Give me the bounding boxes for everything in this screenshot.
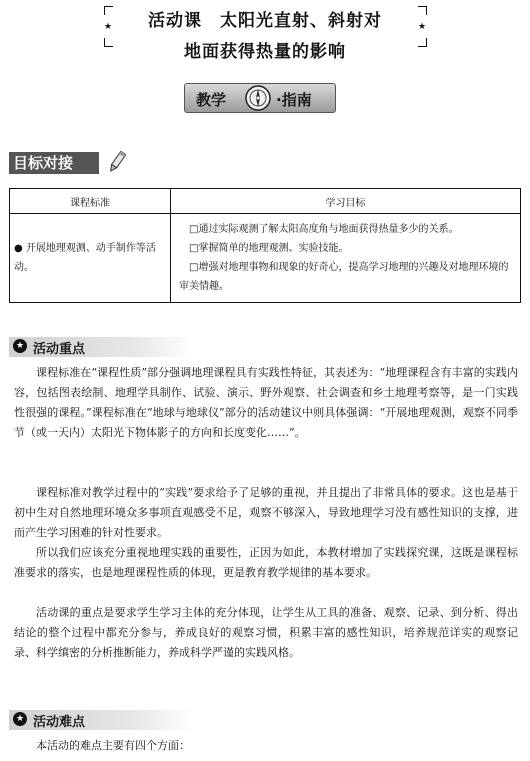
star-icon: ★ xyxy=(13,339,27,353)
section-bar-key-points xyxy=(9,337,194,357)
key-paragraph: 所以我们应该充分重视地理实践的重要性，正因为如此，本教材增加了实践探究课，这既是课程标准要求的落实，也是地理课程性质的体现，更是教育教学规律的基本要求。 xyxy=(14,546,518,579)
star-icon: ★ xyxy=(104,22,113,32)
goal-item: □增强对地理事物和现象的好奇心，提高学习地理的兴趣及对地理环境的审美情趣。 xyxy=(179,262,509,292)
lesson-title xyxy=(0,4,530,66)
table-header-goal: 学习目标 xyxy=(171,189,521,214)
section-title-key-points: 活动重点 xyxy=(33,342,86,357)
table-row xyxy=(10,214,521,303)
key-paragraph: 活动课的重点是要求学生学习主体的充分体现，让学生从工具的准备、观察、记录、到分析、得出结论的整个过程中都充分参与，养成良好的观察习惯，积累丰富的感性知识，培养规范详实的观察记录、科学缜密的分析推断能力，养成科学严谨的实践风格。 xyxy=(14,606,518,659)
table-header-row xyxy=(10,189,521,214)
difficulty-intro: 本活动的难点主要有四个方面： xyxy=(36,739,190,752)
goal-cell xyxy=(171,214,521,303)
pencil-icon xyxy=(105,149,129,175)
standard-text: ● 开展地理观测、动手制作等活动。 xyxy=(14,243,156,273)
goal-item: □掌握简单的地理观测、实验技能。 xyxy=(189,243,349,254)
title-line-2: 地面获得热量的影响 xyxy=(184,42,346,62)
teaching-guide-banner xyxy=(184,83,336,113)
star-icon: ★ xyxy=(13,712,27,726)
goals-table xyxy=(9,188,521,303)
banner-text-left: 教学 xyxy=(196,91,227,109)
key-paragraph: 课程标准在“课程性质”部分强调地理课程具有实践性特征，其表述为：“地理课程含有丰富的实践内容，包括图表绘制、地理学具制作、试验、演示、野外观察、社会调查和乡土地理考察等，是一门实践性很强的课程。”课程标准在“地球与地球仪”部分的活动建议中则具体强调：“开展地理观测，观察不同季节（或一天内）太阳光下物体影子的方向和长度变化……”。 xyxy=(14,366,518,439)
banner-text-right: ·指南 xyxy=(276,91,312,109)
title-line-1: 活动课 太阳光直射、斜射对 xyxy=(148,11,382,31)
star-icon: ★ xyxy=(418,22,427,32)
table-header-standard: 课程标准 xyxy=(10,189,171,214)
compass-icon xyxy=(244,84,272,112)
section-title-goals: 目标对接 xyxy=(9,152,99,174)
standard-cell xyxy=(10,214,171,303)
section-bar-difficulty xyxy=(9,710,194,730)
section-title-difficulty: 活动难点 xyxy=(33,715,86,730)
key-paragraph: 课程标准对教学过程中的“实践”要求给予了足够的重视，并且提出了非常具体的要求。这也是基于初中生对自然地理环境众多事项直观感受不足，观察不够深入，导致地理学习没有感性知识的支撑，进而产生学习困难的针对性要求。 xyxy=(14,486,518,539)
goal-item: □通过实际观测了解太阳高度角与地面获得热量多少的关系。 xyxy=(189,224,459,235)
